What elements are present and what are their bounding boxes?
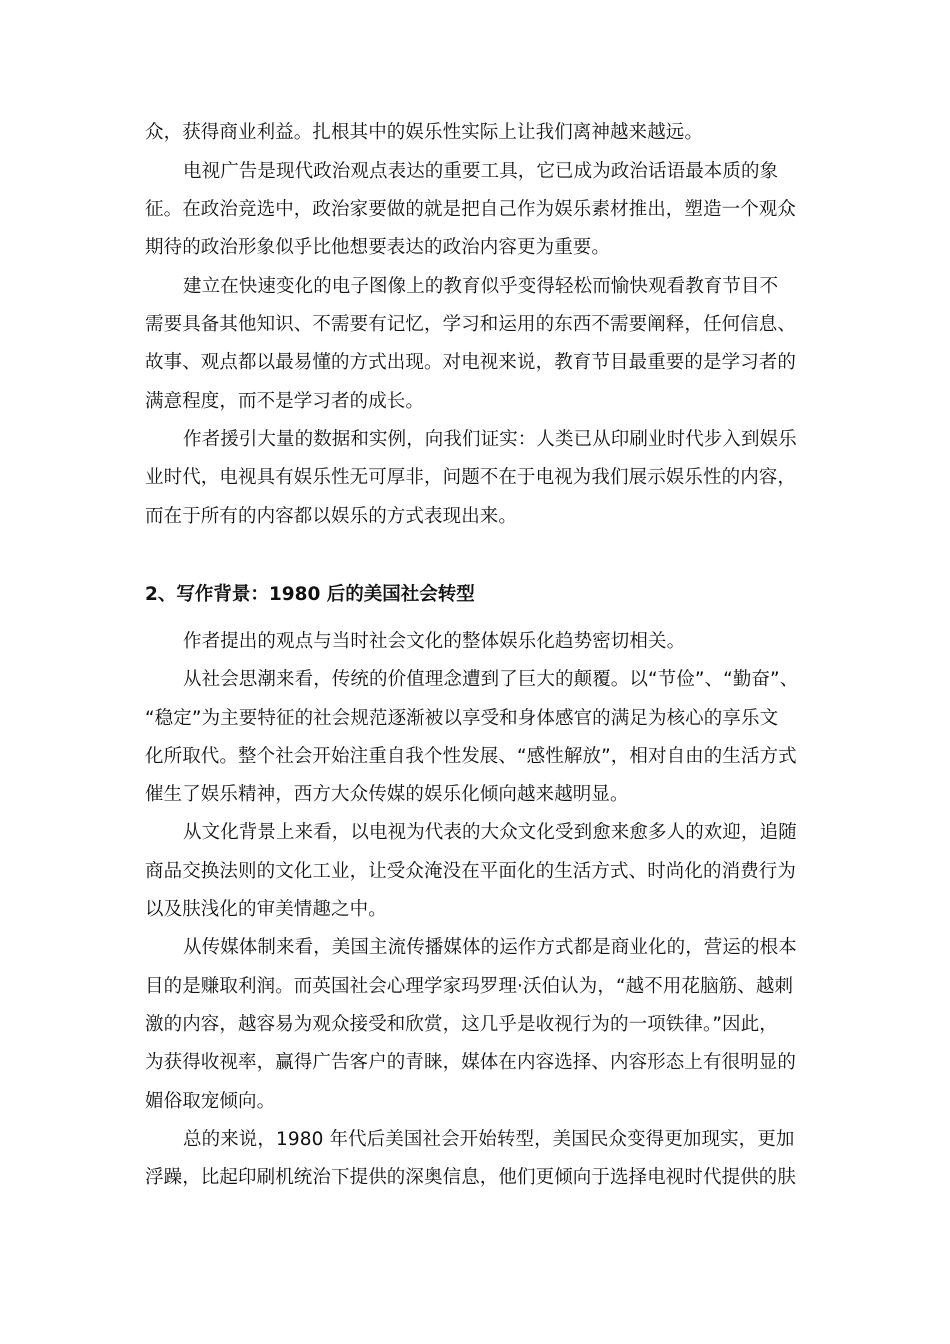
- paragraph-line: 征。在政治竞选中，政治家要做的就是把自己作为娱乐素材推出，塑造一个观众: [145, 199, 797, 220]
- section-heading: 2、写作背景：1980 后的美国社会转型: [145, 584, 475, 605]
- paragraph-line: “稳定”为主要特征的社会规范逐渐被以享受和身体感官的满足为核心的享乐文: [145, 708, 779, 729]
- paragraph-line: 商品交换法则的文化工业，让受众淹没在平面化的生活方式、时尚化的消费行为: [145, 861, 797, 882]
- paragraph-line: 建立在快速变化的电子图像上的教育似乎变得轻松而愉快观看教育节目不: [183, 276, 779, 297]
- paragraph-line: 业时代，电视具有娱乐性无可厚非，问题不在于电视为我们展示娱乐性的内容，: [145, 467, 797, 488]
- paragraph-line: 众，获得商业利益。扎根其中的娱乐性实际上让我们离神越来越远。: [145, 122, 704, 143]
- paragraph-line: 目的是赚取利润。而英国社会心理学家玛罗理·沃伯认为，“越不用花脑筋、越刺: [145, 976, 794, 997]
- paragraph-line: 故事、观点都以最易懂的方式出现。对电视来说，教育节目最重要的是学习者的: [145, 352, 797, 373]
- paragraph-line: 作者提出的观点与当时社会文化的整体娱乐化趋势密切相关。: [183, 631, 686, 652]
- paragraph-line: 以及肤浅化的审美情趣之中。: [145, 899, 387, 920]
- paragraph-line: 从传媒体制来看，美国主流传播媒体的运作方式都是商业化的，营运的根本: [183, 937, 797, 958]
- paragraph-line: 电视广告是现代政治观点表达的重要工具，它已成为政治话语最本质的象: [183, 161, 779, 182]
- paragraph-line: 而在于所有的内容都以娱乐的方式表现出来。: [145, 506, 518, 527]
- paragraph-line: 为获得收视率，赢得广告客户的青睐，媒体在内容选择、内容形态上有很明显的: [145, 1052, 797, 1073]
- paragraph-line: 浮躁，比起印刷机统治下提供的深奥信息，他们更倾向于选择电视时代提供的肤: [145, 1167, 797, 1188]
- paragraph-line: 从文化背景上来看，以电视为代表的大众文化受到愈来愈多人的欢迎，追随: [183, 822, 797, 843]
- paragraph-line: 化所取代。整个社会开始注重自我个性发展、“感性解放”，相对自由的生活方式: [145, 746, 797, 767]
- paragraph-line: 满意程度，而不是学习者的成长。: [145, 391, 425, 412]
- paragraph-line: 催生了娱乐精神，西方大众传媒的娱乐化倾向越来越明显。: [145, 784, 629, 805]
- paragraph-line: 从社会思潮来看，传统的价值理念遭到了巨大的颠覆。以“节俭”、“勤奋”、: [183, 669, 799, 690]
- paragraph-line: 作者援引大量的数据和实例，向我们证实：人类已从印刷业时代步入到娱乐: [183, 429, 797, 450]
- paragraph-line: 激的内容，越容易为观众接受和欣赏，这几乎是收视行为的一项铁律。”因此，: [145, 1014, 778, 1035]
- paragraph-line: 期待的政治形象似乎比他想要表达的政治内容更为重要。: [145, 237, 611, 258]
- paragraph-line: 需要具备其他知识、不需要有记忆，学习和运用的东西不需要阐释，任何信息、: [145, 314, 797, 335]
- paragraph-line: 媚俗取宠倾向。: [145, 1091, 276, 1112]
- paragraph-line: 总的来说，1980 年代后美国社会开始转型，美国民众变得更加现实，更加: [183, 1129, 795, 1150]
